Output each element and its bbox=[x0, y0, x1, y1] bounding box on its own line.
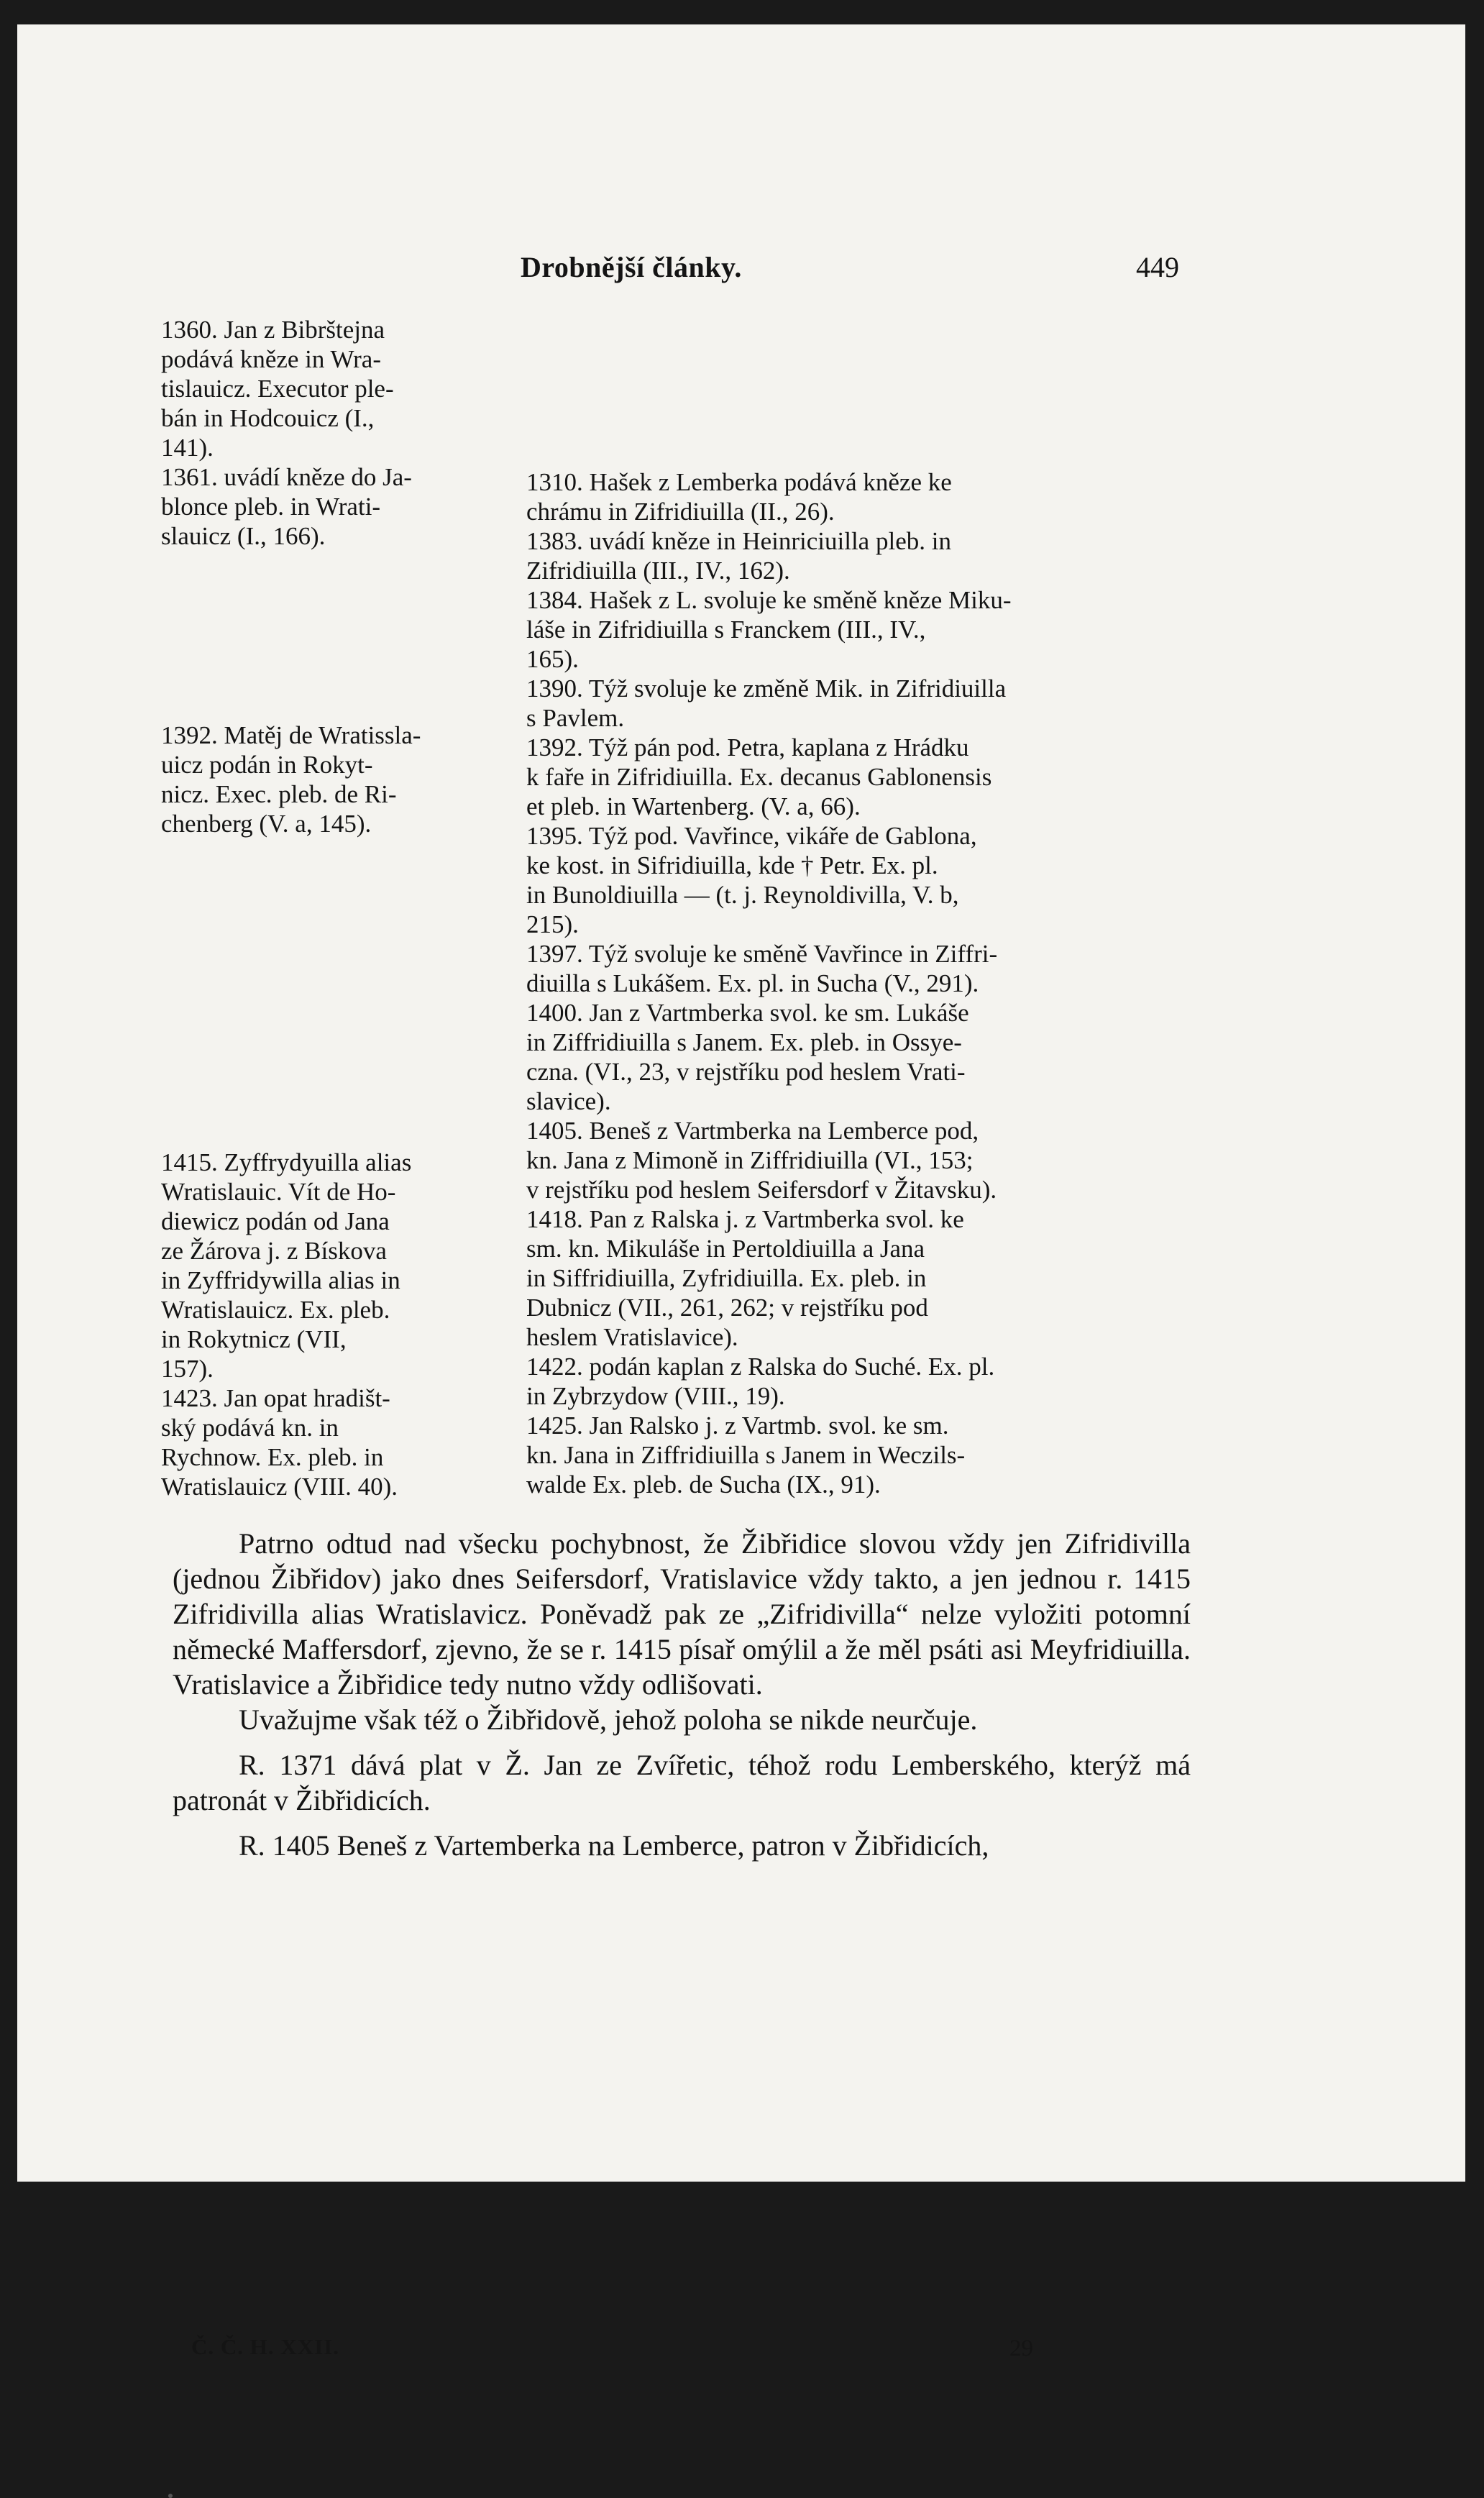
text-line: in Bunoldiuilla — (t. j. Reynoldivilla, V. b, bbox=[526, 881, 959, 909]
text-line: diuilla s Lukášem. Ex. pl. in Sucha (V., 291). bbox=[526, 969, 979, 997]
text-line: sm. kn. Mikuláše in Pertoldiuilla a Jana bbox=[526, 1235, 925, 1263]
text-line: ský podává kn. in bbox=[161, 1414, 339, 1442]
text-line: 1383. uvádí kněze in Heinriciuilla pleb. in bbox=[526, 527, 951, 555]
text-line: in Rokytnicz (VII, bbox=[161, 1325, 347, 1353]
text-line: Wratislauic. Vít de Ho- bbox=[161, 1178, 396, 1206]
text-line: Rychnow. Ex. pleb. in bbox=[161, 1443, 384, 1471]
text-line: 1422. podán kaplan z Ralska do Suché. Ex. pl. bbox=[526, 1353, 995, 1381]
text-line: slauicz (I., 166). bbox=[161, 522, 326, 550]
text-line: Wratislauicz. Ex. pleb. bbox=[161, 1296, 390, 1324]
right-column-entries bbox=[526, 467, 1173, 1499]
text-line: podává kněze in Wra- bbox=[161, 345, 381, 373]
text-line: in Ziffridiuilla s Janem. Ex. pleb. in Ossye- bbox=[526, 1028, 962, 1056]
text-line: 1423. Jan opat hradišt- bbox=[161, 1384, 390, 1412]
text-line: in Zybrzydow (VIII., 19). bbox=[526, 1382, 785, 1410]
text-line: 1361. uvádí kněze do Ja- bbox=[161, 463, 412, 491]
text-line: in Siffridiuilla, Zyfridiuilla. Ex. pleb. in bbox=[526, 1264, 927, 1292]
book-page bbox=[17, 24, 1465, 2182]
text-line: kn. Jana z Mimoně in Ziffridiuilla (VI., 153; bbox=[526, 1146, 974, 1174]
running-title: Drobnější články. bbox=[521, 251, 742, 283]
text-line: ze Žárova j. z Bískova bbox=[161, 1237, 387, 1265]
paragraph: R. 1405 Beneš z Vartemberka na Lemberce, patron v Žibřidicích, bbox=[239, 1829, 989, 1862]
text-line: et pleb. in Wartenberg. (V. a, 66). bbox=[526, 792, 861, 820]
text-line: slavice). bbox=[526, 1087, 611, 1115]
signature-mark: Č. Č. H. XXII. bbox=[191, 2334, 340, 2359]
text-line: Wratislauicz (VIII. 40). bbox=[161, 1473, 398, 1501]
text-line: tislauicz. Executor ple- bbox=[161, 375, 394, 403]
paragraph: R. 1371 dává plat v Ž. Jan ze Zvířetic, téhož rodu Lemberského, kterýž má patronát v Žibřidicích. bbox=[173, 1749, 1191, 1816]
paragraph: Patrno odtud nad všecku pochybnost, že Žibřidice slovou vždy jen Zifridivilla (jednou Žibřidov) jako dnes Seifersdorf, Vratislavice vždy takto, a jen jednou r. 1415 Zifridivilla alias Wratislavicz. Poněvadž pak ze „Zifridivilla“ nelze vyložiti potomní německé Maffersdorf, zjevno, že se r. 1415 písař omýlil a že měl psáti asi Meyfridiuilla. Vratislavice a Žibřidice tedy nutno vždy odlišovati. bbox=[173, 1527, 1191, 1701]
text-line: 1418. Pan z Ralska j. z Vartmberka svol. ke bbox=[526, 1205, 964, 1233]
text-line: Dubnicz (VII., 261, 262; v rejstříku pod bbox=[526, 1294, 928, 1322]
running-header bbox=[17, 250, 1465, 290]
text-line: láše in Zifridiuilla s Franckem (III., IV., bbox=[526, 616, 926, 644]
text-line: 165). bbox=[526, 645, 579, 673]
text-line: 1310. Hašek z Lemberka podává kněze ke bbox=[526, 468, 952, 496]
sheet-number: 29 bbox=[1009, 2335, 1033, 2361]
text-line: k faře in Zifridiuilla. Ex. decanus Gablonensis bbox=[526, 763, 992, 791]
text-line: uicz podán in Rokyt- bbox=[161, 751, 373, 779]
page-number: 449 bbox=[1136, 251, 1179, 283]
text-line: 1425. Jan Ralsko j. z Vartmb. svol. ke sm. bbox=[526, 1412, 949, 1440]
text-line: blonce pleb. in Wrati- bbox=[161, 493, 381, 521]
text-line: in Zyffridywilla alias in bbox=[161, 1266, 400, 1294]
text-line: ke kost. in Sifridiuilla, kde † Petr. Ex. pl. bbox=[526, 851, 938, 879]
text-line: 1390. Týž svoluje ke změně Mik. in Zifridiuilla bbox=[526, 674, 1007, 703]
text-line: czna. (VI., 23, v rejstříku pod heslem Vrati- bbox=[526, 1058, 966, 1086]
print-speck bbox=[168, 2494, 173, 2498]
text-line: walde Ex. pleb. de Sucha (IX., 91). bbox=[526, 1470, 881, 1499]
text-line: 1400. Jan z Vartmberka svol. ke sm. Lukáše bbox=[526, 999, 969, 1027]
text-line: 1397. Týž svoluje ke směně Vavřince in Ziffri- bbox=[526, 940, 998, 968]
text-line: v rejstříku pod heslem Seifersdorf v Žitavsku). bbox=[526, 1176, 997, 1204]
text-line: 141). bbox=[161, 434, 214, 462]
text-line: 215). bbox=[526, 910, 579, 938]
text-line: bán in Hodcouicz (I., bbox=[161, 404, 375, 432]
body-paragraphs bbox=[173, 1526, 1191, 1863]
text-line: chrámu in Zifridiuilla (II., 26). bbox=[526, 498, 835, 526]
text-line: s Pavlem. bbox=[526, 704, 625, 732]
text-line: 1392. Matěj de Wratissla- bbox=[161, 721, 421, 749]
text-line: 1405. Beneš z Vartmberka na Lemberce pod, bbox=[526, 1117, 979, 1145]
text-line: 1395. Týž pod. Vavřince, vikáře de Gablona, bbox=[526, 822, 977, 850]
text-line: Zifridiuilla (III., IV., 162). bbox=[526, 557, 790, 585]
text-line: chenberg (V. a, 145). bbox=[161, 810, 372, 838]
text-line: heslem Vratislavice). bbox=[526, 1323, 738, 1351]
text-line: 1415. Zyffrydyuilla alias bbox=[161, 1148, 412, 1176]
paragraph: Uvažujme však též o Žibřidově, jehož poloha se nikde neurčuje. bbox=[239, 1703, 978, 1736]
text-line: 157). bbox=[161, 1355, 214, 1383]
text-line: 1360. Jan z Bibrštejna bbox=[161, 316, 385, 344]
text-line: diewicz podán od Jana bbox=[161, 1207, 390, 1235]
text-line: nicz. Exec. pleb. de Ri- bbox=[161, 780, 397, 808]
text-line: 1384. Hašek z L. svoluje ke směně kněze Miku- bbox=[526, 586, 1012, 614]
left-entry-1392 bbox=[161, 720, 499, 838]
text-line: 1392. Týž pán pod. Petra, kaplana z Hrádku bbox=[526, 733, 969, 761]
left-entry-1360 bbox=[161, 315, 499, 551]
left-entry-1415 bbox=[161, 1148, 499, 1501]
text-line: kn. Jana in Ziffridiuilla s Janem in Weczils- bbox=[526, 1441, 966, 1469]
